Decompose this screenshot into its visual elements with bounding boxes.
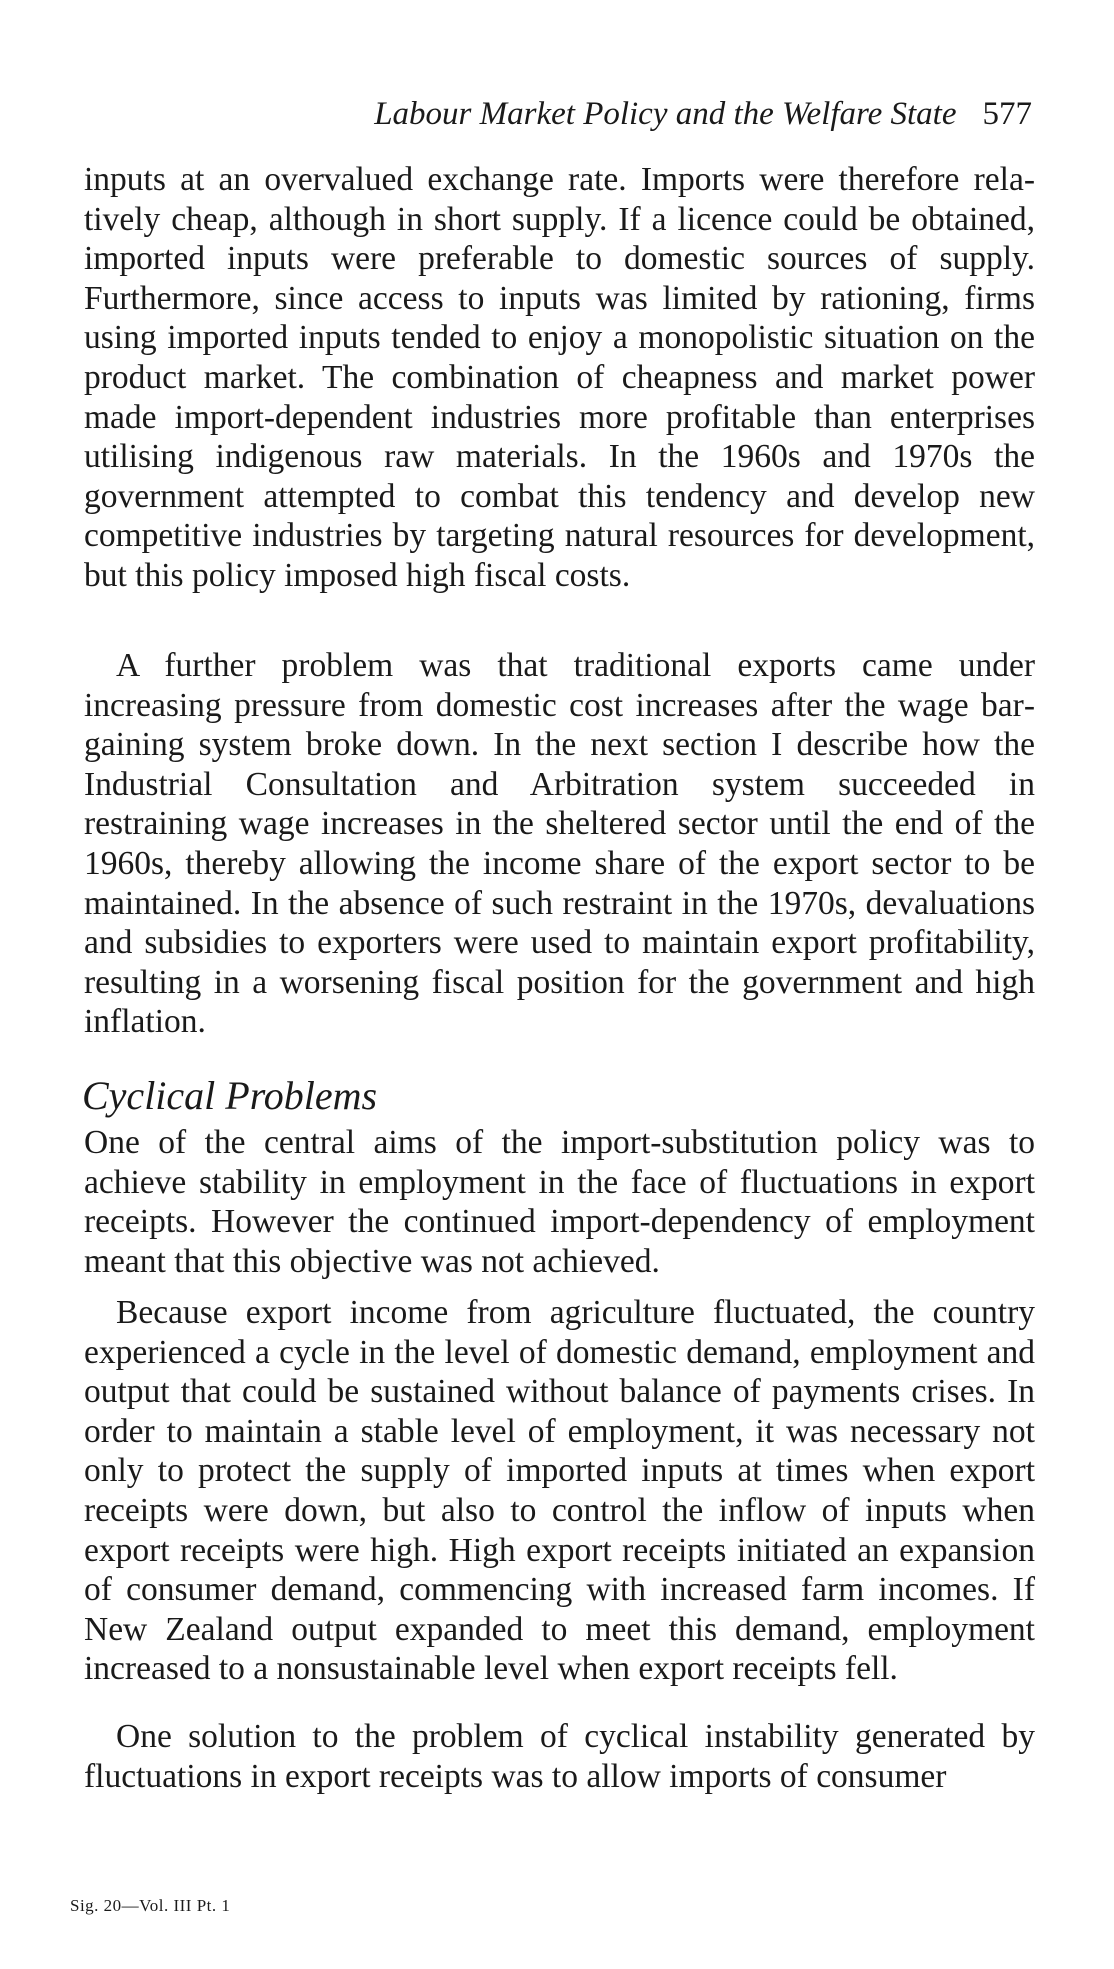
paragraph-continued [84, 160, 1035, 596]
running-head [374, 96, 1032, 133]
section-heading: Cyclical Problems [82, 1073, 378, 1118]
paragraph-4: Because export income from agriculture fluctuated, the country experienced a cycle in the level of domestic demand, employment and output that could be sustained without balance of payments crises. In order to maintain a stable level of employment, it was necessary not only to protect the supply of imported inputs at times when export receipts were down, but also to control the inflow of inputs when export receipts were high. High export receipts initiated an expansion of consumer demand, commencing with increased farm incomes. If New Zealand output expanded to meet this demand, employment increased to a nonsustainable level when export receipts fell. [84, 1294, 1035, 1688]
paragraph-block-4 [84, 1293, 1035, 1689]
page-number: 577 [982, 96, 1032, 132]
paragraph-block-5 [84, 1717, 1035, 1796]
paragraph-5: One solution to the problem of cyclical instability generated by fluctuations in export receipts was to allow imports of consumer [84, 1718, 1035, 1795]
running-head-title: Labour Market Policy and the Welfare State [374, 96, 957, 132]
paragraph-block-3 [84, 1123, 1035, 1281]
paragraph-1: inputs at an overvalued exchange rate. Imports were therefore relatively cheap, although in short supply. If a licence could be obtained, imported inputs were preferable to domestic sources of supply. Furthermore, since access to inputs was limited by rationing, firms using imported inputs tended to enjoy a monopolistic situation on the product market. The combination of cheapness and market power made import-dependent industries more profitable than enterprises utilising indigenous raw materials. In the 1960s and 1970s the government attempted to combat this tendency and develop new competitive industries by targeting natural resources for development, but this policy imposed high fiscal costs. [84, 161, 1035, 594]
paragraph-block-2 [84, 646, 1035, 1042]
paragraph-3: One of the central aims of the import-substitution policy was to achieve stability in employment in the face of fluctuations in export receipts. However the continued import-dependency of employment meant that this objective was not achieved. [84, 1124, 1035, 1280]
signature-mark: Sig. 20—Vol. III Pt. 1 [70, 1896, 231, 1915]
paragraph-2: A further problem was that traditional exports came under increasing pressure from domestic cost increases after the wage bargaining system broke down. In the next section I describe how the Industrial Consultation and Arbitration system succeeded in restraining wage increases in the sheltered sector until the end of the 1960s, thereby allowing the income share of the export sector to be maintained. In the absence of such restraint in the 1970s, devaluations and subsidies to exporters were used to maintain export profitability, resulting in a worsening fiscal position for the government and high inflation. [84, 647, 1035, 1041]
